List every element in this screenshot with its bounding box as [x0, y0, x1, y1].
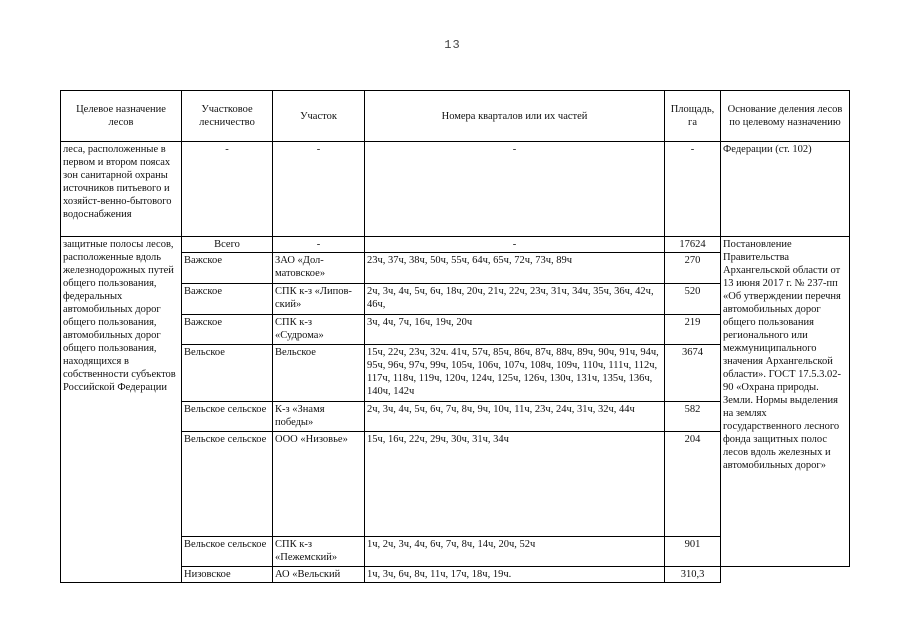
purpose-cell: защитные полосы лесов, расположенные вдоль железнодорожных путей общего пользования, федеральных автомобильных дорог общего пользования, автомобильных дорог общего пользования, находящихся в собственности субъектов Российской Федерации	[61, 237, 182, 583]
area-cell: 219	[665, 315, 721, 345]
header-district: Участковое лесничество	[182, 91, 273, 142]
area-cell: -	[665, 142, 721, 237]
plot-cell: К-з «Знамя победы»	[273, 402, 365, 432]
page-number: 13	[444, 38, 461, 52]
header-purpose: Целевое назначение лесов	[61, 91, 182, 142]
area-cell: 3674	[665, 345, 721, 402]
plot-cell: -	[273, 142, 365, 237]
plot-cell: Вельское	[273, 345, 365, 402]
district-cell: Вельское сельское	[182, 402, 273, 432]
empty-cell	[721, 567, 850, 583]
header-plot: Участок	[273, 91, 365, 142]
district-cell: Вельское	[182, 345, 273, 402]
area-cell: 17624	[665, 237, 721, 253]
district-cell: Низовское	[182, 567, 273, 583]
area-cell: 520	[665, 284, 721, 315]
area-cell: 204	[665, 432, 721, 537]
quarters-cell: -	[365, 237, 665, 253]
plot-cell: АО «Вельский	[273, 567, 365, 583]
area-cell: 582	[665, 402, 721, 432]
plot-cell: СПК к-з «Липов-ский»	[273, 284, 365, 315]
plot-cell: СПК к-з «Пежемский»	[273, 537, 365, 567]
district-cell: Важское	[182, 253, 273, 284]
quarters-cell: 1ч, 3ч, 6ч, 8ч, 11ч, 17ч, 18ч, 19ч.	[365, 567, 665, 583]
district-cell: Вельское сельское	[182, 537, 273, 567]
basis-cell: Постановление Правительства Архангельской области от 13 июня 2017 г. № 237-пп «Об утверждении перечня автомобильных дорог общего пользования регионального или межмуниципального значения Архангельской области». ГОСТ 17.5.3.02-90 «Охрана природы. Земли. Нормы выделения на землях государственного лесного фонда защитных полос лесов вдоль железных и автомобильных дорог»	[721, 237, 850, 567]
area-cell: 310,3	[665, 567, 721, 583]
district-cell: Вельское сельское	[182, 432, 273, 537]
district-cell: Всего	[182, 237, 273, 253]
header-quarters: Номера кварталов или их частей	[365, 91, 665, 142]
district-cell: Важское	[182, 315, 273, 345]
plot-cell: ЗАО «Дол-матовское»	[273, 253, 365, 284]
plot-cell: -	[273, 237, 365, 253]
quarters-cell: 15ч, 22ч, 23ч, 32ч. 41ч, 57ч, 85ч, 86ч, 87ч, 88ч, 89ч, 90ч, 91ч, 94ч, 95ч, 96ч, 97ч, 99ч, 105ч, 106ч, 107ч, 108ч, 109ч, 110ч, 111ч, 112ч, 117ч, 118ч, 119ч, 120ч, 124ч, 125ч, 126ч, 130ч, 131ч, 135ч, 136ч, 140ч, 142ч	[365, 345, 665, 402]
district-cell: Важское	[182, 284, 273, 315]
quarters-cell: 23ч, 37ч, 38ч, 50ч, 55ч, 64ч, 65ч, 72ч, 73ч, 89ч	[365, 253, 665, 284]
header-basis: Основание деления лесов по целевому назначению	[721, 91, 850, 142]
table-row	[61, 237, 850, 253]
table-row	[61, 142, 850, 237]
area-cell: 901	[665, 537, 721, 567]
quarters-cell: -	[365, 142, 665, 237]
table-header-row	[61, 91, 850, 142]
quarters-cell: 1ч, 2ч, 3ч, 4ч, 6ч, 7ч, 8ч, 14ч, 20ч, 52ч	[365, 537, 665, 567]
quarters-cell: 3ч, 4ч, 7ч, 16ч, 19ч, 20ч	[365, 315, 665, 345]
area-cell: 270	[665, 253, 721, 284]
quarters-cell: 2ч, 3ч, 4ч, 5ч, 6ч, 18ч, 20ч, 21ч, 22ч, 23ч, 31ч, 34ч, 35ч, 36ч, 42ч, 46ч,	[365, 284, 665, 315]
forest-purpose-table	[60, 90, 850, 583]
quarters-cell: 2ч, 3ч, 4ч, 5ч, 6ч, 7ч, 8ч, 9ч, 10ч, 11ч, 23ч, 24ч, 31ч, 32ч, 44ч	[365, 402, 665, 432]
header-area: Площадь, га	[665, 91, 721, 142]
plot-cell: ООО «Низовье»	[273, 432, 365, 537]
basis-cell: Федерации (ст. 102)	[721, 142, 850, 237]
plot-cell: СПК к-з «Судрома»	[273, 315, 365, 345]
quarters-cell: 15ч, 16ч, 22ч, 29ч, 30ч, 31ч, 34ч	[365, 432, 665, 537]
district-cell: -	[182, 142, 273, 237]
purpose-cell: леса, расположенные в первом и втором поясах зон санитарной охраны источников питьевого и хозяйст-венно-бытового водоснабжения	[61, 142, 182, 237]
